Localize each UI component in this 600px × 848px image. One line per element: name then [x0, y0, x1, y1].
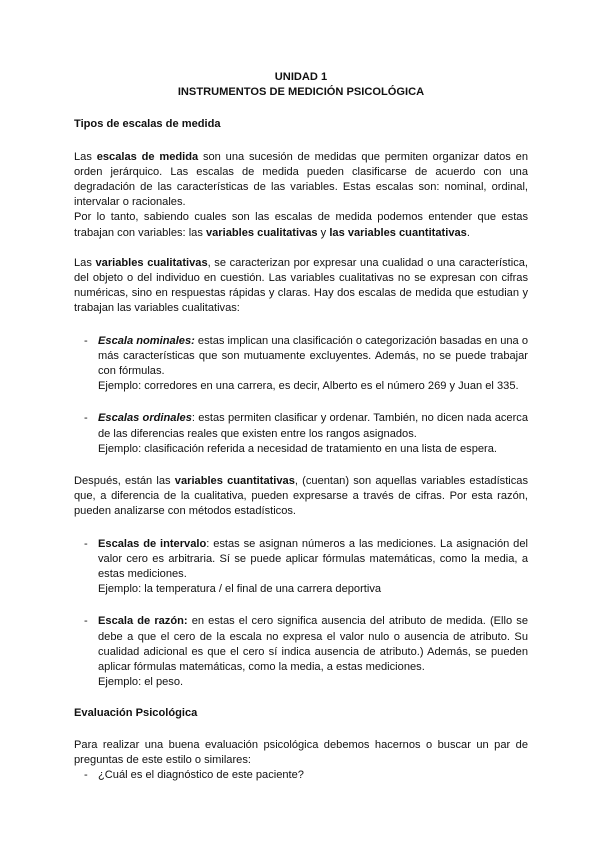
document-page	[74, 70, 528, 783]
unit-title: UNIDAD 1	[274, 71, 328, 83]
example-text: Ejemplo: la temperatura / el final de una carrera deportiva	[98, 583, 382, 596]
list-dash: -	[84, 412, 88, 425]
list-dash: -	[84, 334, 88, 347]
paragraph-evaluation: Para realizar una buena evaluación psicológica debemos hacernos o buscar un par de preguntas de este estilo o similares:	[74, 738, 528, 766]
paragraph-quantitative: Después, están las variables cuantitativas, (cuentan) son aquellas variables estadísticas que, a diferencia de la cualitativa, pueden expresarse a través de cifras. Por esta razón, pueden analizarse con métodos estadísticos.	[74, 475, 529, 518]
list-dash: -	[84, 615, 88, 628]
example-text: Ejemplo: corredores en una carrera, es decir, Alberto es el número 269 y Juan el 335.	[98, 380, 519, 393]
paragraph-variables: Por lo tanto, sabiendo cuales son las escalas de medida podemos entender que estas trabajan con variables: las variables cualitativas y las variables cuantitativas.	[74, 211, 528, 239]
paragraph-qualitative: Las variables cualitativas, se caracterizan por expresar una cualidad o una característica, del objeto o del individuo en cuestión. Las variables cualitativas no se expresan con cifras numéricas, sino en respuestas rápidas y claras. Hay dos escalas de medida que estudian y trabajan las variables cualitativas:	[74, 256, 528, 315]
list-item-ratio-scale: - Escala de razón: en estas el cero significa ausencia del atributo de medida. (Ello se debe a que el cero de la escala no expresa el valor nulo o ausencia de atributo. Su cualidad adicional es que el cero sí indica ausencia de atributo.) Además, se pueden aplicar fórmulas matemáticas, como la media, a estas mediciones. Ejemplo: el peso.	[74, 614, 528, 690]
paragraph-scales-definition: Las escalas de medida son una sucesión de medidas que permiten organizar datos en orden jerárquico. Las escalas de medida pueden clasificarse de acuerdo con una degradación de las características de las variables. Estas escalas son: nominal, ordinal, intervalar o racionales.	[74, 150, 528, 209]
list-item-nominal-scale: - Escala nominales: estas implican una clasificación o categorización basadas en una o más características que son mutuamente excluyentes. Además, no se puede trabajar con fórmulas. Ejemplo: corredores en una carrera, es decir, Alberto es el número 269 y Juan el 335.	[74, 334, 528, 395]
list-item-diagnosis-question: - ¿Cuál es el diagnóstico de este paciente?	[74, 768, 528, 783]
list-dash: -	[84, 537, 88, 550]
list-item-interval-scale: - Escalas de intervalo: estas se asignan números a las mediciones. La asignación del valor cero es arbitraria. Sí se puede aplicar fórmulas matemáticas, como la media, a estas mediciones. Ejemplo: la temperatura / el final de una carrera deportiva	[74, 537, 528, 598]
document-title: INSTRUMENTOS DE MEDICIÓN PSICOLÓGICA	[177, 86, 425, 99]
example-text: Ejemplo: clasificación referida a necesidad de tratamiento en una lista de espera.	[98, 442, 497, 455]
section-heading-evaluation: Evaluación Psicológica	[74, 706, 198, 719]
list-dash: -	[84, 769, 88, 782]
list-item-ordinal-scale: - Escalas ordinales: estas permiten clasificar y ordenar. También, no dicen nada acerca de las diferencias reales que existen entre los rangos asignados. Ejemplo: clasificación referida a necesidad de tratamiento en una lista de espera.	[74, 411, 528, 457]
example-text: Ejemplo: el peso.	[98, 676, 184, 689]
section-heading-scales: Tipos de escalas de medida	[74, 118, 221, 131]
